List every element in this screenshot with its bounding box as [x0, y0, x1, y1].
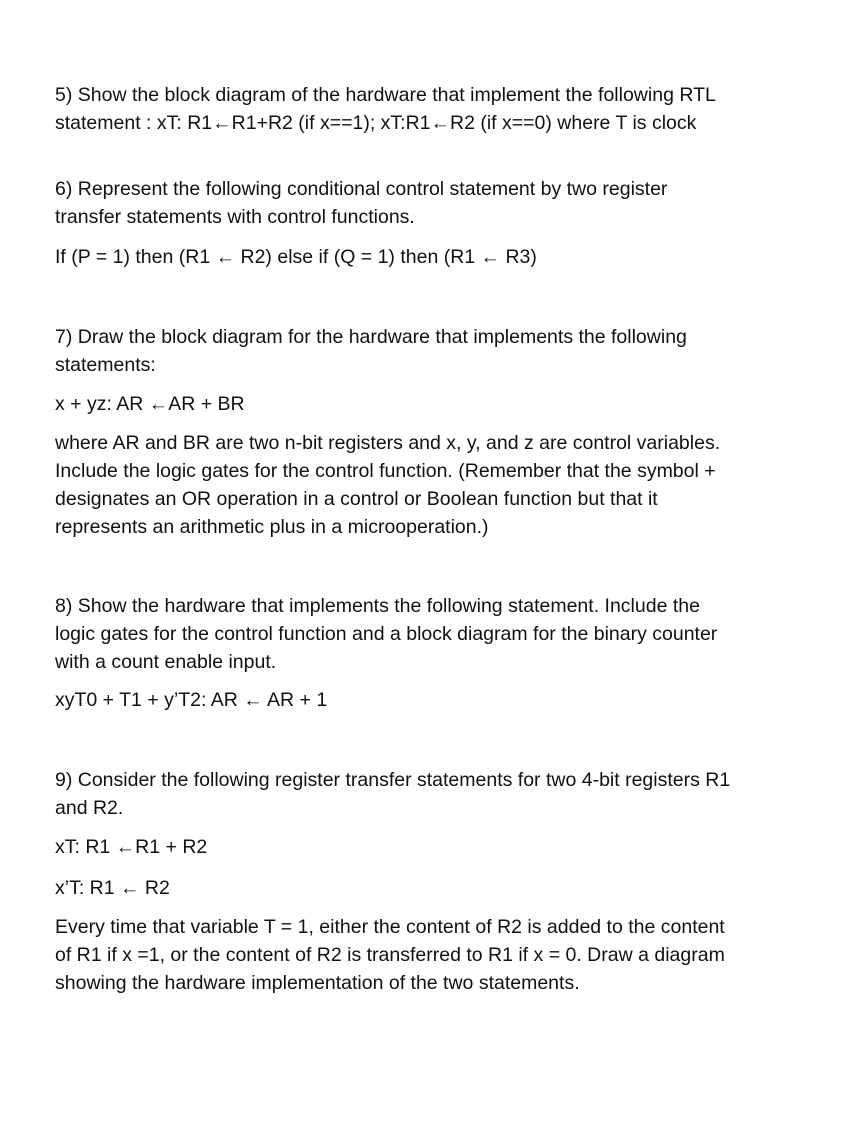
question-7-line-5: Include the logic gates for the control function. (Remember that the symbol +	[55, 460, 716, 482]
question-5-line-1: 5) Show the block diagram of the hardware that implement the following RTL	[55, 84, 716, 106]
question-5-line-2: statement : xT: R1←R1+R2 (if x==1); xT:R1←R2 (if x==0) where T is clock	[55, 112, 697, 134]
question-8-line-1: 8) Show the hardware that implements the following statement. Include the	[55, 595, 700, 617]
question-7-line-7: represents an arithmetic plus in a microoperation.)	[55, 516, 489, 538]
question-7-statement: x + yz: AR ←AR + BR	[55, 393, 245, 415]
question-8-statement: xyT0 + T1 + y’T2: AR ← AR + 1	[55, 689, 328, 711]
question-9-statement-1: xT: R1 ←R1 + R2	[55, 836, 208, 858]
question-9-statement-2: x’T: R1 ← R2	[55, 877, 170, 899]
question-9-line-6: of R1 if x =1, or the content of R2 is transferred to R1 if x = 0. Draw a diagram	[55, 944, 725, 966]
question-8-line-3: with a count enable input.	[55, 651, 277, 673]
question-9-line-2: and R2.	[55, 797, 124, 819]
question-6-line-2: transfer statements with control functions.	[55, 206, 415, 228]
question-7-line-1: 7) Draw the block diagram for the hardware that implements the following	[55, 326, 687, 348]
question-9-line-1: 9) Consider the following register transfer statements for two 4-bit registers R1	[55, 769, 731, 791]
question-9-line-7: showing the hardware implementation of the two statements.	[55, 972, 580, 994]
question-8-line-2: logic gates for the control function and a block diagram for the binary counter	[55, 623, 718, 645]
question-9-line-5: Every time that variable T = 1, either the content of R2 is added to the content	[55, 916, 725, 938]
question-7-line-6: designates an OR operation in a control or Boolean function but that it	[55, 488, 658, 510]
question-7-line-4: where AR and BR are two n-bit registers and x, y, and z are control variables.	[55, 432, 721, 454]
question-6-statement: If (P = 1) then (R1 ← R2) else if (Q = 1) then (R1 ← R3)	[55, 246, 537, 268]
question-7-line-2: statements:	[55, 354, 156, 376]
question-6-line-1: 6) Represent the following conditional control statement by two register	[55, 178, 668, 200]
